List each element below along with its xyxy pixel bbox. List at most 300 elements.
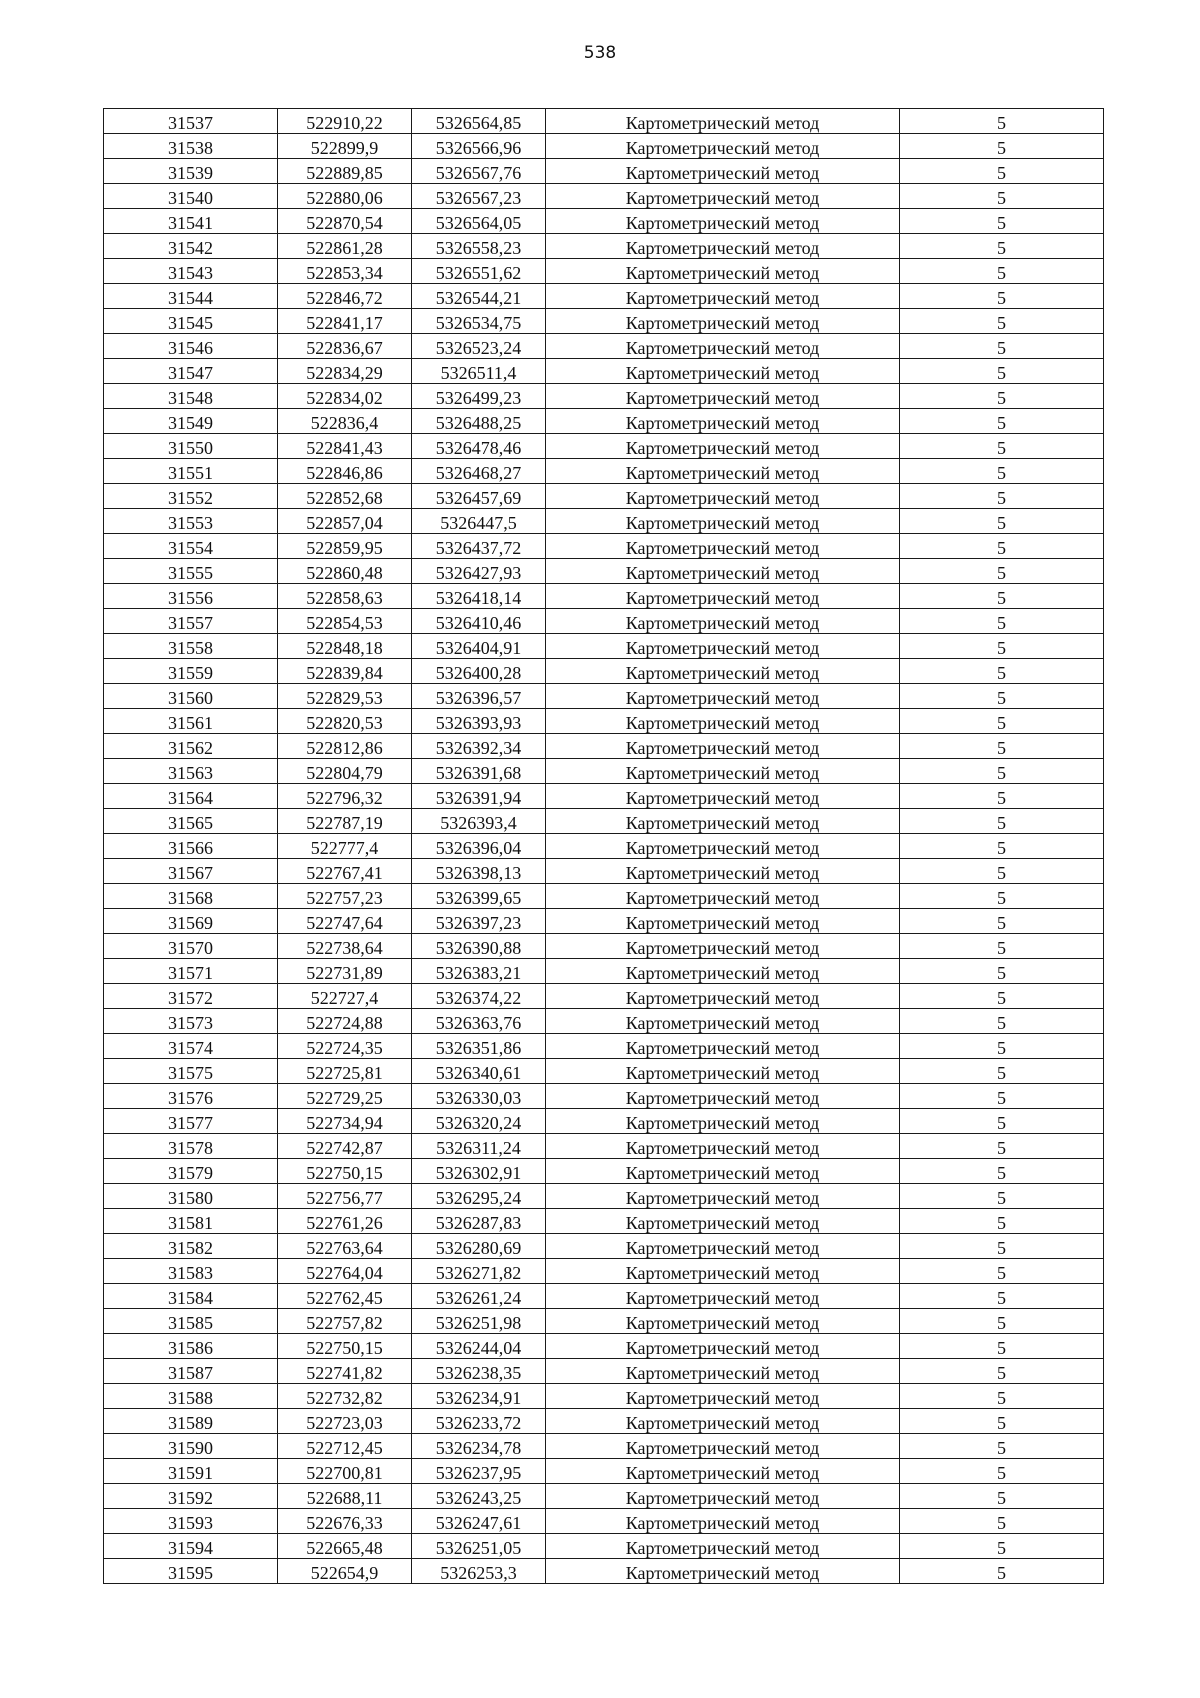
accuracy-cell: 5: [900, 1034, 1104, 1059]
y-coordinate-cell: 5326244,04: [412, 1334, 546, 1359]
y-coordinate-cell: 5326363,76: [412, 1009, 546, 1034]
table-row: [104, 259, 1104, 284]
table-row: [104, 109, 1104, 134]
point-number-cell: 31548: [104, 384, 278, 409]
x-coordinate-cell: 522846,86: [278, 459, 412, 484]
point-number-cell: 31572: [104, 984, 278, 1009]
accuracy-cell: 5: [900, 234, 1104, 259]
table-row: [104, 1384, 1104, 1409]
method-cell: Картометрический метод: [546, 1359, 900, 1384]
x-coordinate-cell: 522870,54: [278, 209, 412, 234]
table-row: [104, 984, 1104, 1009]
x-coordinate-cell: 522732,82: [278, 1384, 412, 1409]
accuracy-cell: 5: [900, 1159, 1104, 1184]
y-coordinate-cell: 5326400,28: [412, 659, 546, 684]
point-number-cell: 31581: [104, 1209, 278, 1234]
table-row: [104, 1009, 1104, 1034]
method-cell: Картометрический метод: [546, 1559, 900, 1584]
accuracy-cell: 5: [900, 1234, 1104, 1259]
method-cell: Картометрический метод: [546, 234, 900, 259]
point-number-cell: 31574: [104, 1034, 278, 1059]
y-coordinate-cell: 5326238,35: [412, 1359, 546, 1384]
accuracy-cell: 5: [900, 1059, 1104, 1084]
y-coordinate-cell: 5326427,93: [412, 559, 546, 584]
y-coordinate-cell: 5326398,13: [412, 859, 546, 884]
x-coordinate-cell: 522665,48: [278, 1534, 412, 1559]
x-coordinate-cell: 522854,53: [278, 609, 412, 634]
x-coordinate-cell: 522777,4: [278, 834, 412, 859]
method-cell: Картометрический метод: [546, 584, 900, 609]
x-coordinate-cell: 522836,4: [278, 409, 412, 434]
table-row: [104, 484, 1104, 509]
x-coordinate-cell: 522724,88: [278, 1009, 412, 1034]
point-number-cell: 31550: [104, 434, 278, 459]
method-cell: Картометрический метод: [546, 1284, 900, 1309]
table-row: [104, 1259, 1104, 1284]
table-row: [104, 359, 1104, 384]
method-cell: Картометрический метод: [546, 934, 900, 959]
point-number-cell: 31563: [104, 759, 278, 784]
point-number-cell: 31558: [104, 634, 278, 659]
method-cell: Картометрический метод: [546, 634, 900, 659]
accuracy-cell: 5: [900, 909, 1104, 934]
method-cell: Картометрический метод: [546, 709, 900, 734]
y-coordinate-cell: 5326251,98: [412, 1309, 546, 1334]
accuracy-cell: 5: [900, 1284, 1104, 1309]
method-cell: Картометрический метод: [546, 609, 900, 634]
accuracy-cell: 5: [900, 534, 1104, 559]
point-number-cell: 31561: [104, 709, 278, 734]
y-coordinate-cell: 5326253,3: [412, 1559, 546, 1584]
table-row: [104, 409, 1104, 434]
table-row: [104, 1484, 1104, 1509]
method-cell: Картометрический метод: [546, 359, 900, 384]
table-row: [104, 1409, 1104, 1434]
accuracy-cell: 5: [900, 1009, 1104, 1034]
table-row: [104, 734, 1104, 759]
accuracy-cell: 5: [900, 1084, 1104, 1109]
table-row: [104, 1059, 1104, 1084]
point-number-cell: 31573: [104, 1009, 278, 1034]
x-coordinate-cell: 522727,4: [278, 984, 412, 1009]
point-number-cell: 31542: [104, 234, 278, 259]
accuracy-cell: 5: [900, 1109, 1104, 1134]
method-cell: Картометрический метод: [546, 1159, 900, 1184]
y-coordinate-cell: 5326261,24: [412, 1284, 546, 1309]
table-row: [104, 434, 1104, 459]
point-number-cell: 31544: [104, 284, 278, 309]
table-row: [104, 634, 1104, 659]
table-row: [104, 859, 1104, 884]
x-coordinate-cell: 522846,72: [278, 284, 412, 309]
y-coordinate-cell: 5326511,4: [412, 359, 546, 384]
accuracy-cell: 5: [900, 109, 1104, 134]
y-coordinate-cell: 5326287,83: [412, 1209, 546, 1234]
accuracy-cell: 5: [900, 1309, 1104, 1334]
point-number-cell: 31576: [104, 1084, 278, 1109]
accuracy-cell: 5: [900, 484, 1104, 509]
table-row: [104, 209, 1104, 234]
y-coordinate-cell: 5326243,25: [412, 1484, 546, 1509]
y-coordinate-cell: 5326447,5: [412, 509, 546, 534]
table-row: [104, 509, 1104, 534]
accuracy-cell: 5: [900, 184, 1104, 209]
table-row: [104, 959, 1104, 984]
table-row: [104, 659, 1104, 684]
table-row: [104, 784, 1104, 809]
table-row: [104, 159, 1104, 184]
x-coordinate-cell: 522761,26: [278, 1209, 412, 1234]
table-row: [104, 1209, 1104, 1234]
table-row: [104, 559, 1104, 584]
x-coordinate-cell: 522860,48: [278, 559, 412, 584]
point-number-cell: 31540: [104, 184, 278, 209]
method-cell: Картометрический метод: [546, 1484, 900, 1509]
accuracy-cell: 5: [900, 934, 1104, 959]
point-number-cell: 31543: [104, 259, 278, 284]
point-number-cell: 31585: [104, 1309, 278, 1334]
x-coordinate-cell: 522763,64: [278, 1234, 412, 1259]
point-number-cell: 31539: [104, 159, 278, 184]
table-row: [104, 1559, 1104, 1584]
x-coordinate-cell: 522858,63: [278, 584, 412, 609]
accuracy-cell: 5: [900, 159, 1104, 184]
y-coordinate-cell: 5326351,86: [412, 1034, 546, 1059]
coordinates-table: [103, 108, 1104, 1584]
method-cell: Картометрический метод: [546, 959, 900, 984]
x-coordinate-cell: 522762,45: [278, 1284, 412, 1309]
y-coordinate-cell: 5326247,61: [412, 1509, 546, 1534]
accuracy-cell: 5: [900, 709, 1104, 734]
table-row: [104, 934, 1104, 959]
x-coordinate-cell: 522654,9: [278, 1559, 412, 1584]
table-row: [104, 809, 1104, 834]
y-coordinate-cell: 5326396,57: [412, 684, 546, 709]
x-coordinate-cell: 522852,68: [278, 484, 412, 509]
table-row: [104, 884, 1104, 909]
y-coordinate-cell: 5326391,94: [412, 784, 546, 809]
accuracy-cell: 5: [900, 1384, 1104, 1409]
table-row: [104, 709, 1104, 734]
accuracy-cell: 5: [900, 384, 1104, 409]
point-number-cell: 31559: [104, 659, 278, 684]
accuracy-cell: 5: [900, 1434, 1104, 1459]
x-coordinate-cell: 522836,67: [278, 334, 412, 359]
method-cell: Картометрический метод: [546, 1259, 900, 1284]
method-cell: Картометрический метод: [546, 1309, 900, 1334]
method-cell: Картометрический метод: [546, 459, 900, 484]
accuracy-cell: 5: [900, 1534, 1104, 1559]
accuracy-cell: 5: [900, 959, 1104, 984]
y-coordinate-cell: 5326404,91: [412, 634, 546, 659]
table-row: [104, 309, 1104, 334]
y-coordinate-cell: 5326478,46: [412, 434, 546, 459]
method-cell: Картометрический метод: [546, 984, 900, 1009]
x-coordinate-cell: 522688,11: [278, 1484, 412, 1509]
y-coordinate-cell: 5326567,23: [412, 184, 546, 209]
point-number-cell: 31577: [104, 1109, 278, 1134]
table-row: [104, 1084, 1104, 1109]
x-coordinate-cell: 522724,35: [278, 1034, 412, 1059]
y-coordinate-cell: 5326544,21: [412, 284, 546, 309]
y-coordinate-cell: 5326390,88: [412, 934, 546, 959]
y-coordinate-cell: 5326320,24: [412, 1109, 546, 1134]
method-cell: Картометрический метод: [546, 1234, 900, 1259]
point-number-cell: 31583: [104, 1259, 278, 1284]
table-row: [104, 284, 1104, 309]
method-cell: Картометрический метод: [546, 1209, 900, 1234]
point-number-cell: 31589: [104, 1409, 278, 1434]
x-coordinate-cell: 522812,86: [278, 734, 412, 759]
point-number-cell: 31541: [104, 209, 278, 234]
accuracy-cell: 5: [900, 609, 1104, 634]
point-number-cell: 31557: [104, 609, 278, 634]
x-coordinate-cell: 522787,19: [278, 809, 412, 834]
method-cell: Картометрический метод: [546, 1184, 900, 1209]
x-coordinate-cell: 522750,15: [278, 1159, 412, 1184]
point-number-cell: 31545: [104, 309, 278, 334]
method-cell: Картометрический метод: [546, 559, 900, 584]
x-coordinate-cell: 522741,82: [278, 1359, 412, 1384]
table-row: [104, 1034, 1104, 1059]
table-row: [104, 1534, 1104, 1559]
method-cell: Картометрический метод: [546, 259, 900, 284]
accuracy-cell: 5: [900, 409, 1104, 434]
y-coordinate-cell: 5326330,03: [412, 1084, 546, 1109]
accuracy-cell: 5: [900, 809, 1104, 834]
y-coordinate-cell: 5326233,72: [412, 1409, 546, 1434]
y-coordinate-cell: 5326237,95: [412, 1459, 546, 1484]
method-cell: Картометрический метод: [546, 1109, 900, 1134]
y-coordinate-cell: 5326374,22: [412, 984, 546, 1009]
table-row: [104, 1109, 1104, 1134]
point-number-cell: 31537: [104, 109, 278, 134]
point-number-cell: 31587: [104, 1359, 278, 1384]
method-cell: Картометрический метод: [546, 484, 900, 509]
point-number-cell: 31546: [104, 334, 278, 359]
point-number-cell: 31578: [104, 1134, 278, 1159]
point-number-cell: 31565: [104, 809, 278, 834]
point-number-cell: 31580: [104, 1184, 278, 1209]
point-number-cell: 31582: [104, 1234, 278, 1259]
point-number-cell: 31570: [104, 934, 278, 959]
method-cell: Картометрический метод: [546, 184, 900, 209]
table-row: [104, 1309, 1104, 1334]
x-coordinate-cell: 522729,25: [278, 1084, 412, 1109]
method-cell: Картометрический метод: [546, 859, 900, 884]
y-coordinate-cell: 5326340,61: [412, 1059, 546, 1084]
accuracy-cell: 5: [900, 309, 1104, 334]
accuracy-cell: 5: [900, 1209, 1104, 1234]
accuracy-cell: 5: [900, 1459, 1104, 1484]
table-row: [104, 384, 1104, 409]
method-cell: Картометрический метод: [546, 409, 900, 434]
y-coordinate-cell: 5326488,25: [412, 409, 546, 434]
method-cell: Картометрический метод: [546, 134, 900, 159]
y-coordinate-cell: 5326311,24: [412, 1134, 546, 1159]
table-row: [104, 1284, 1104, 1309]
method-cell: Картометрический метод: [546, 209, 900, 234]
method-cell: Картометрический метод: [546, 834, 900, 859]
method-cell: Картометрический метод: [546, 1409, 900, 1434]
point-number-cell: 31569: [104, 909, 278, 934]
accuracy-cell: 5: [900, 334, 1104, 359]
table-row: [104, 834, 1104, 859]
y-coordinate-cell: 5326393,93: [412, 709, 546, 734]
x-coordinate-cell: 522834,02: [278, 384, 412, 409]
table-row: [104, 1334, 1104, 1359]
accuracy-cell: 5: [900, 834, 1104, 859]
method-cell: Картометрический метод: [546, 809, 900, 834]
point-number-cell: 31571: [104, 959, 278, 984]
accuracy-cell: 5: [900, 1259, 1104, 1284]
x-coordinate-cell: 522796,32: [278, 784, 412, 809]
table-row: [104, 134, 1104, 159]
accuracy-cell: 5: [900, 984, 1104, 1009]
y-coordinate-cell: 5326410,46: [412, 609, 546, 634]
x-coordinate-cell: 522820,53: [278, 709, 412, 734]
x-coordinate-cell: 522742,87: [278, 1134, 412, 1159]
accuracy-cell: 5: [900, 1184, 1104, 1209]
x-coordinate-cell: 522738,64: [278, 934, 412, 959]
method-cell: Картометрический метод: [546, 684, 900, 709]
x-coordinate-cell: 522889,85: [278, 159, 412, 184]
point-number-cell: 31593: [104, 1509, 278, 1534]
table-row: [104, 584, 1104, 609]
x-coordinate-cell: 522767,41: [278, 859, 412, 884]
accuracy-cell: 5: [900, 884, 1104, 909]
point-number-cell: 31562: [104, 734, 278, 759]
method-cell: Картометрический метод: [546, 734, 900, 759]
method-cell: Картометрический метод: [546, 1334, 900, 1359]
y-coordinate-cell: 5326280,69: [412, 1234, 546, 1259]
method-cell: Картометрический метод: [546, 759, 900, 784]
table-row: [104, 1159, 1104, 1184]
accuracy-cell: 5: [900, 759, 1104, 784]
table-row: [104, 909, 1104, 934]
accuracy-cell: 5: [900, 1134, 1104, 1159]
x-coordinate-cell: 522725,81: [278, 1059, 412, 1084]
point-number-cell: 31553: [104, 509, 278, 534]
accuracy-cell: 5: [900, 434, 1104, 459]
table-row: [104, 1359, 1104, 1384]
y-coordinate-cell: 5326399,65: [412, 884, 546, 909]
accuracy-cell: 5: [900, 1409, 1104, 1434]
method-cell: Картометрический метод: [546, 1009, 900, 1034]
table-row: [104, 1459, 1104, 1484]
x-coordinate-cell: 522747,64: [278, 909, 412, 934]
x-coordinate-cell: 522861,28: [278, 234, 412, 259]
method-cell: Картометрический метод: [546, 1134, 900, 1159]
point-number-cell: 31586: [104, 1334, 278, 1359]
point-number-cell: 31579: [104, 1159, 278, 1184]
x-coordinate-cell: 522764,04: [278, 1259, 412, 1284]
accuracy-cell: 5: [900, 284, 1104, 309]
y-coordinate-cell: 5326392,34: [412, 734, 546, 759]
y-coordinate-cell: 5326418,14: [412, 584, 546, 609]
point-number-cell: 31590: [104, 1434, 278, 1459]
table-row: [104, 1184, 1104, 1209]
method-cell: Картометрический метод: [546, 534, 900, 559]
y-coordinate-cell: 5326271,82: [412, 1259, 546, 1284]
accuracy-cell: 5: [900, 784, 1104, 809]
x-coordinate-cell: 522857,04: [278, 509, 412, 534]
table-row: [104, 1434, 1104, 1459]
y-coordinate-cell: 5326396,04: [412, 834, 546, 859]
y-coordinate-cell: 5326564,05: [412, 209, 546, 234]
table-row: [104, 334, 1104, 359]
table-row: [104, 759, 1104, 784]
point-number-cell: 31549: [104, 409, 278, 434]
point-number-cell: 31575: [104, 1059, 278, 1084]
x-coordinate-cell: 522880,06: [278, 184, 412, 209]
x-coordinate-cell: 522757,23: [278, 884, 412, 909]
y-coordinate-cell: 5326566,96: [412, 134, 546, 159]
x-coordinate-cell: 522804,79: [278, 759, 412, 784]
method-cell: Картометрический метод: [546, 1434, 900, 1459]
table-row: [104, 609, 1104, 634]
table-row: [104, 1134, 1104, 1159]
y-coordinate-cell: 5326567,76: [412, 159, 546, 184]
accuracy-cell: 5: [900, 584, 1104, 609]
accuracy-cell: 5: [900, 734, 1104, 759]
point-number-cell: 31551: [104, 459, 278, 484]
page-number: 538: [583, 43, 617, 63]
x-coordinate-cell: 522734,94: [278, 1109, 412, 1134]
x-coordinate-cell: 522712,45: [278, 1434, 412, 1459]
point-number-cell: 31556: [104, 584, 278, 609]
accuracy-cell: 5: [900, 359, 1104, 384]
x-coordinate-cell: 522750,15: [278, 1334, 412, 1359]
x-coordinate-cell: 522700,81: [278, 1459, 412, 1484]
method-cell: Картометрический метод: [546, 1509, 900, 1534]
x-coordinate-cell: 522848,18: [278, 634, 412, 659]
method-cell: Картометрический метод: [546, 109, 900, 134]
table-row: [104, 234, 1104, 259]
point-number-cell: 31592: [104, 1484, 278, 1509]
accuracy-cell: 5: [900, 1509, 1104, 1534]
y-coordinate-cell: 5326457,69: [412, 484, 546, 509]
y-coordinate-cell: 5326499,23: [412, 384, 546, 409]
method-cell: Картометрический метод: [546, 1034, 900, 1059]
table-row: [104, 534, 1104, 559]
y-coordinate-cell: 5326393,4: [412, 809, 546, 834]
x-coordinate-cell: 522841,43: [278, 434, 412, 459]
accuracy-cell: 5: [900, 559, 1104, 584]
table-row: [104, 1509, 1104, 1534]
y-coordinate-cell: 5326551,62: [412, 259, 546, 284]
point-number-cell: 31595: [104, 1559, 278, 1584]
point-number-cell: 31568: [104, 884, 278, 909]
accuracy-cell: 5: [900, 209, 1104, 234]
method-cell: Картометрический метод: [546, 909, 900, 934]
point-number-cell: 31594: [104, 1534, 278, 1559]
accuracy-cell: 5: [900, 259, 1104, 284]
x-coordinate-cell: 522676,33: [278, 1509, 412, 1534]
method-cell: Картометрический метод: [546, 434, 900, 459]
method-cell: Картометрический метод: [546, 1534, 900, 1559]
point-number-cell: 31538: [104, 134, 278, 159]
point-number-cell: 31584: [104, 1284, 278, 1309]
method-cell: Картометрический метод: [546, 784, 900, 809]
method-cell: Картометрический метод: [546, 384, 900, 409]
y-coordinate-cell: 5326558,23: [412, 234, 546, 259]
y-coordinate-cell: 5326564,85: [412, 109, 546, 134]
x-coordinate-cell: 522859,95: [278, 534, 412, 559]
accuracy-cell: 5: [900, 634, 1104, 659]
x-coordinate-cell: 522839,84: [278, 659, 412, 684]
x-coordinate-cell: 522841,17: [278, 309, 412, 334]
